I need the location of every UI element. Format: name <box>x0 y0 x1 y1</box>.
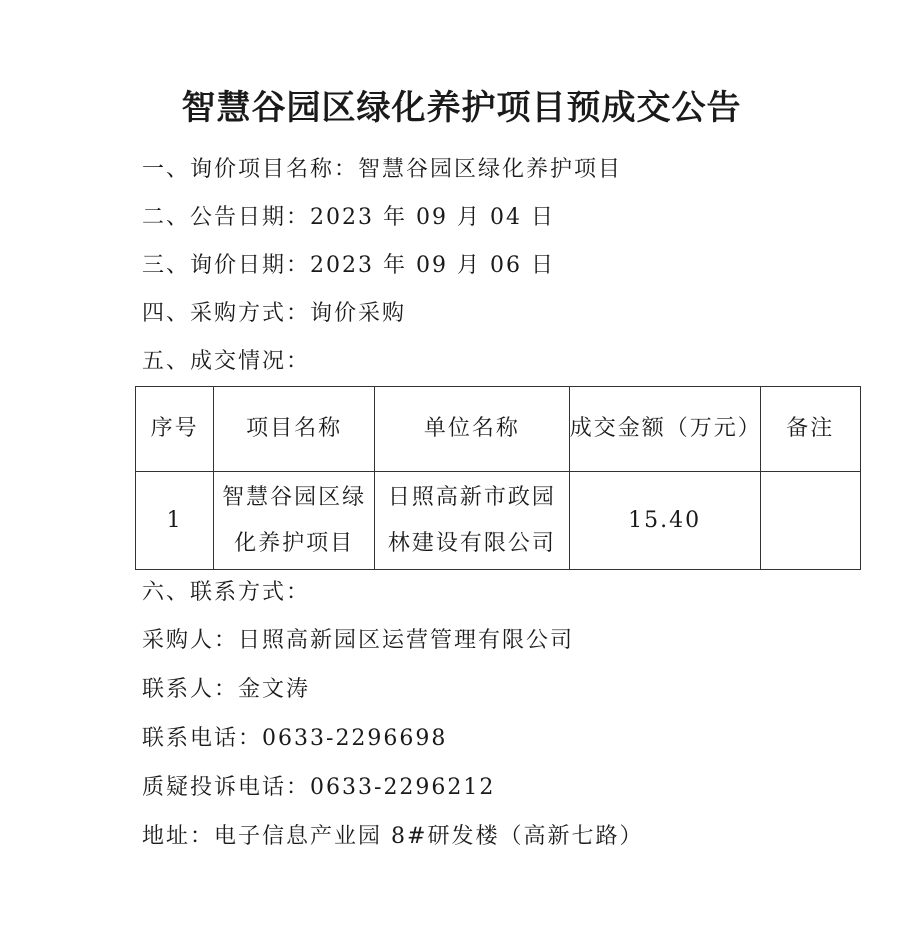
deal-status-label: 五、成交情况： <box>142 349 311 374</box>
header-remark: 备注 <box>760 387 860 472</box>
inquiry-date-value: 2023 年 09 月 06 日 <box>310 253 555 278</box>
address-line <box>142 822 643 852</box>
page-title: 智慧谷园区绿化养护项目预成交公告 <box>181 88 742 128</box>
project-name-label: 一、询价项目名称： <box>142 157 359 182</box>
header-company-name: 单位名称 <box>374 387 569 472</box>
contact-heading: 六、联系方式： <box>142 580 311 605</box>
address-value: 电子信息产业园 8#研发楼（高新七路） <box>214 824 644 849</box>
announce-date-label: 二、公告日期： <box>142 205 311 230</box>
header-amount: 成交金额（万元） <box>569 387 760 472</box>
cell-project-name: 智慧谷园区绿化养护项目 <box>214 472 375 570</box>
deal-status-line <box>142 347 310 377</box>
table-header-row <box>136 387 861 472</box>
deal-table <box>135 386 861 570</box>
header-index: 序号 <box>136 387 214 472</box>
announce-date-value: 2023 年 09 月 04 日 <box>310 205 555 230</box>
procurement-method-line <box>142 299 406 329</box>
table-row <box>136 472 861 570</box>
contact-phone-value: 0633-2296698 <box>262 726 448 751</box>
address-label: 地址： <box>142 824 215 849</box>
complaint-phone-line <box>142 773 495 803</box>
complaint-phone-value: 0633-2296212 <box>310 775 496 800</box>
contact-person-line <box>142 675 310 705</box>
inquiry-date-label: 三、询价日期： <box>142 253 311 278</box>
purchaser-line <box>142 626 574 656</box>
procurement-method-label: 四、采购方式： <box>142 301 311 326</box>
header-project-name: 项目名称 <box>214 387 375 472</box>
cell-index: 1 <box>136 472 214 570</box>
cell-company-name: 日照高新市政园林建设有限公司 <box>374 472 569 570</box>
project-name-line <box>142 155 622 185</box>
contact-person-value: 金文涛 <box>238 677 311 702</box>
purchaser-label: 采购人： <box>142 628 239 653</box>
contact-phone-line <box>142 724 447 754</box>
contact-phone-label: 联系电话： <box>142 726 263 751</box>
announce-date-line <box>142 203 555 233</box>
purchaser-value: 日照高新园区运营管理有限公司 <box>238 628 575 653</box>
cell-amount: 15.40 <box>569 472 760 570</box>
contact-person-label: 联系人： <box>142 677 239 702</box>
inquiry-date-line <box>142 251 555 281</box>
complaint-phone-label: 质疑投诉电话： <box>142 775 311 800</box>
procurement-method-value: 询价采购 <box>310 301 407 326</box>
project-name-value: 智慧谷园区绿化养护项目 <box>358 157 623 182</box>
cell-remark <box>760 472 860 570</box>
